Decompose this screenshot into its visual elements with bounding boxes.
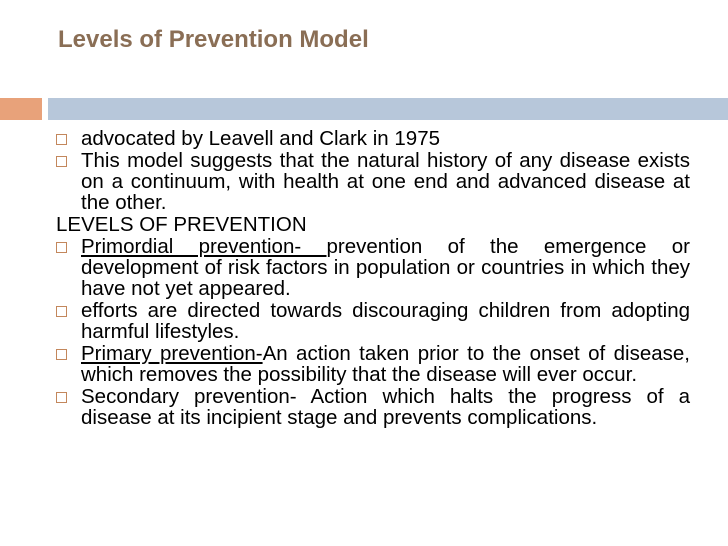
bullet-text: prevention of the emergence or development of risk factors in population or countries in which they have not yet appeared.: [81, 235, 690, 300]
section-heading: LEVELS OF PREVENTION: [56, 213, 307, 236]
square-bullet-icon: [56, 306, 67, 317]
header-divider-bar: [0, 98, 728, 120]
bullet-item: [56, 386, 690, 428]
term-primary-prevention: Primary prevention-: [81, 342, 263, 365]
bullet-item: [56, 300, 690, 342]
square-bullet-icon: [56, 156, 67, 167]
square-bullet-icon: [56, 134, 67, 145]
square-bullet-icon: [56, 349, 67, 360]
bullet-text: This model suggests that the natural history of any disease exists on a continuum, with health at one end and advanced disease at the other.: [81, 149, 690, 214]
bullet-text: An action taken prior to the onset of disease, which removes the possibility that the disease will ever occur.: [81, 342, 690, 386]
square-bullet-icon: [56, 242, 67, 253]
bullet-item: [56, 236, 690, 299]
slide-body: [56, 128, 690, 429]
term-primordial-prevention: Primordial prevention-: [81, 235, 327, 258]
divider-main-block: [48, 98, 728, 120]
bullet-text: Secondary prevention- Action which halts the progress of a disease at its incipient stage and prevents complications.: [81, 385, 690, 429]
square-bullet-icon: [56, 392, 67, 403]
bullet-text: advocated by Leavell and Clark in 1975: [81, 127, 440, 150]
bullet-item: [56, 343, 690, 385]
bullet-item: [56, 128, 690, 149]
divider-accent-block: [0, 98, 42, 120]
slide-title: Levels of Prevention Model: [58, 26, 369, 53]
bullet-item: [56, 150, 690, 213]
bullet-text: efforts are directed towards discouraging children from adopting harmful lifestyles.: [81, 299, 690, 343]
